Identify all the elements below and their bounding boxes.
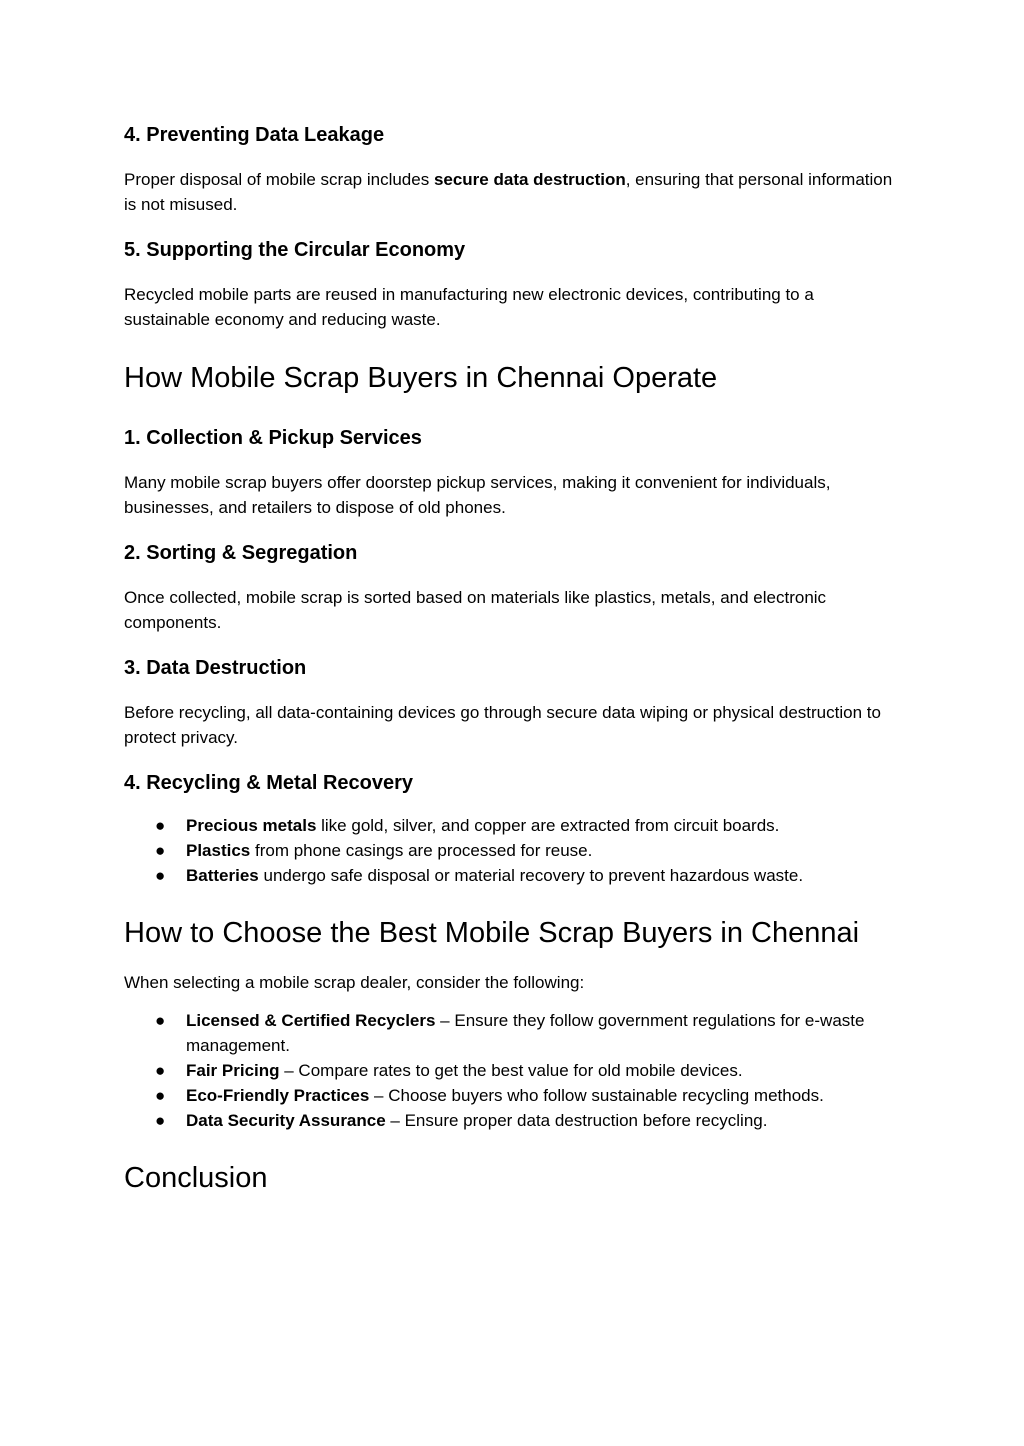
bullet-icon: ● [155, 1111, 166, 1130]
heading-conclusion: Conclusion [124, 1162, 268, 1194]
bold-text: Precious metals [186, 816, 317, 835]
text-segment: – Ensure they follow government regulations for e-waste management. [186, 1011, 865, 1055]
text-segment: undergo safe disposal or material recovery to prevent hazardous waste. [258, 866, 804, 885]
list-choose-criteria [124, 1008, 904, 1133]
bold-text: secure data destruction [433, 170, 626, 189]
paragraph-circular-economy: Recycled mobile parts are reused in manufacturing new electronic devices, contributing to a sustainable economy and reducing waste. [124, 285, 814, 329]
paragraph-preventing-data-leakage [124, 167, 904, 217]
bold-text: Licensed & Certified Recyclers [186, 1011, 436, 1030]
text-segment: – Compare rates to get the best value for old mobile devices. [279, 1061, 743, 1080]
document-content [124, 118, 904, 1198]
list-item [124, 1058, 904, 1083]
heading-collection-pickup: 1. Collection & Pickup Services [124, 427, 422, 449]
list-recycling-items [124, 813, 904, 888]
bullet-icon: ● [155, 1086, 166, 1105]
bold-text: Batteries [186, 866, 259, 885]
list-item [124, 863, 904, 888]
list-item [124, 813, 904, 838]
list-item [124, 1008, 904, 1058]
text-segment: , ensuring that personal information is not misused. [124, 170, 893, 214]
heading-how-buyers-operate: How Mobile Scrap Buyers in Chennai Operate [124, 362, 718, 394]
heading-circular-economy: 5. Supporting the Circular Economy [124, 239, 466, 261]
paragraph-sorting-segregation: Once collected, mobile scrap is sorted based on materials like plastics, metals, and electronic components. [124, 588, 827, 632]
bold-text: Eco-Friendly Practices [186, 1086, 370, 1105]
paragraph-collection-pickup: Many mobile scrap buyers offer doorstep pickup services, making it convenient for individuals, businesses, and retailers to dispose of old phones. [124, 473, 831, 517]
text-segment: – Choose buyers who follow sustainable recycling methods. [369, 1086, 824, 1105]
text-segment: – Ensure proper data destruction before recycling. [385, 1111, 768, 1130]
paragraph-choose-intro: When selecting a mobile scrap dealer, consider the following: [124, 973, 585, 992]
heading-how-to-choose: How to Choose the Best Mobile Scrap Buyers in Chennai [124, 917, 860, 949]
bullet-icon: ● [155, 841, 166, 860]
heading-sorting-segregation: 2. Sorting & Segregation [124, 542, 358, 564]
bold-text: Plastics [186, 841, 251, 860]
bullet-icon: ● [155, 1061, 166, 1080]
list-item [124, 1108, 904, 1133]
text-segment: Proper disposal of mobile scrap includes [124, 170, 434, 189]
list-item [124, 1083, 904, 1108]
bullet-icon: ● [155, 1011, 166, 1030]
bold-text: Data Security Assurance [186, 1111, 386, 1130]
list-item [124, 838, 904, 863]
text-segment: from phone casings are processed for reuse. [250, 841, 593, 860]
heading-recycling-metal-recovery: 4. Recycling & Metal Recovery [124, 772, 414, 794]
paragraph-data-destruction: Before recycling, all data-containing devices go through secure data wiping or physical destruction to protect privacy. [124, 703, 881, 747]
text-segment: like gold, silver, and copper are extracted from circuit boards. [316, 816, 780, 835]
bold-text: Fair Pricing [186, 1061, 280, 1080]
bullet-icon: ● [155, 816, 166, 835]
heading-preventing-data-leakage: 4. Preventing Data Leakage [124, 124, 385, 146]
bullet-icon: ● [155, 866, 166, 885]
heading-data-destruction: 3. Data Destruction [124, 657, 307, 679]
